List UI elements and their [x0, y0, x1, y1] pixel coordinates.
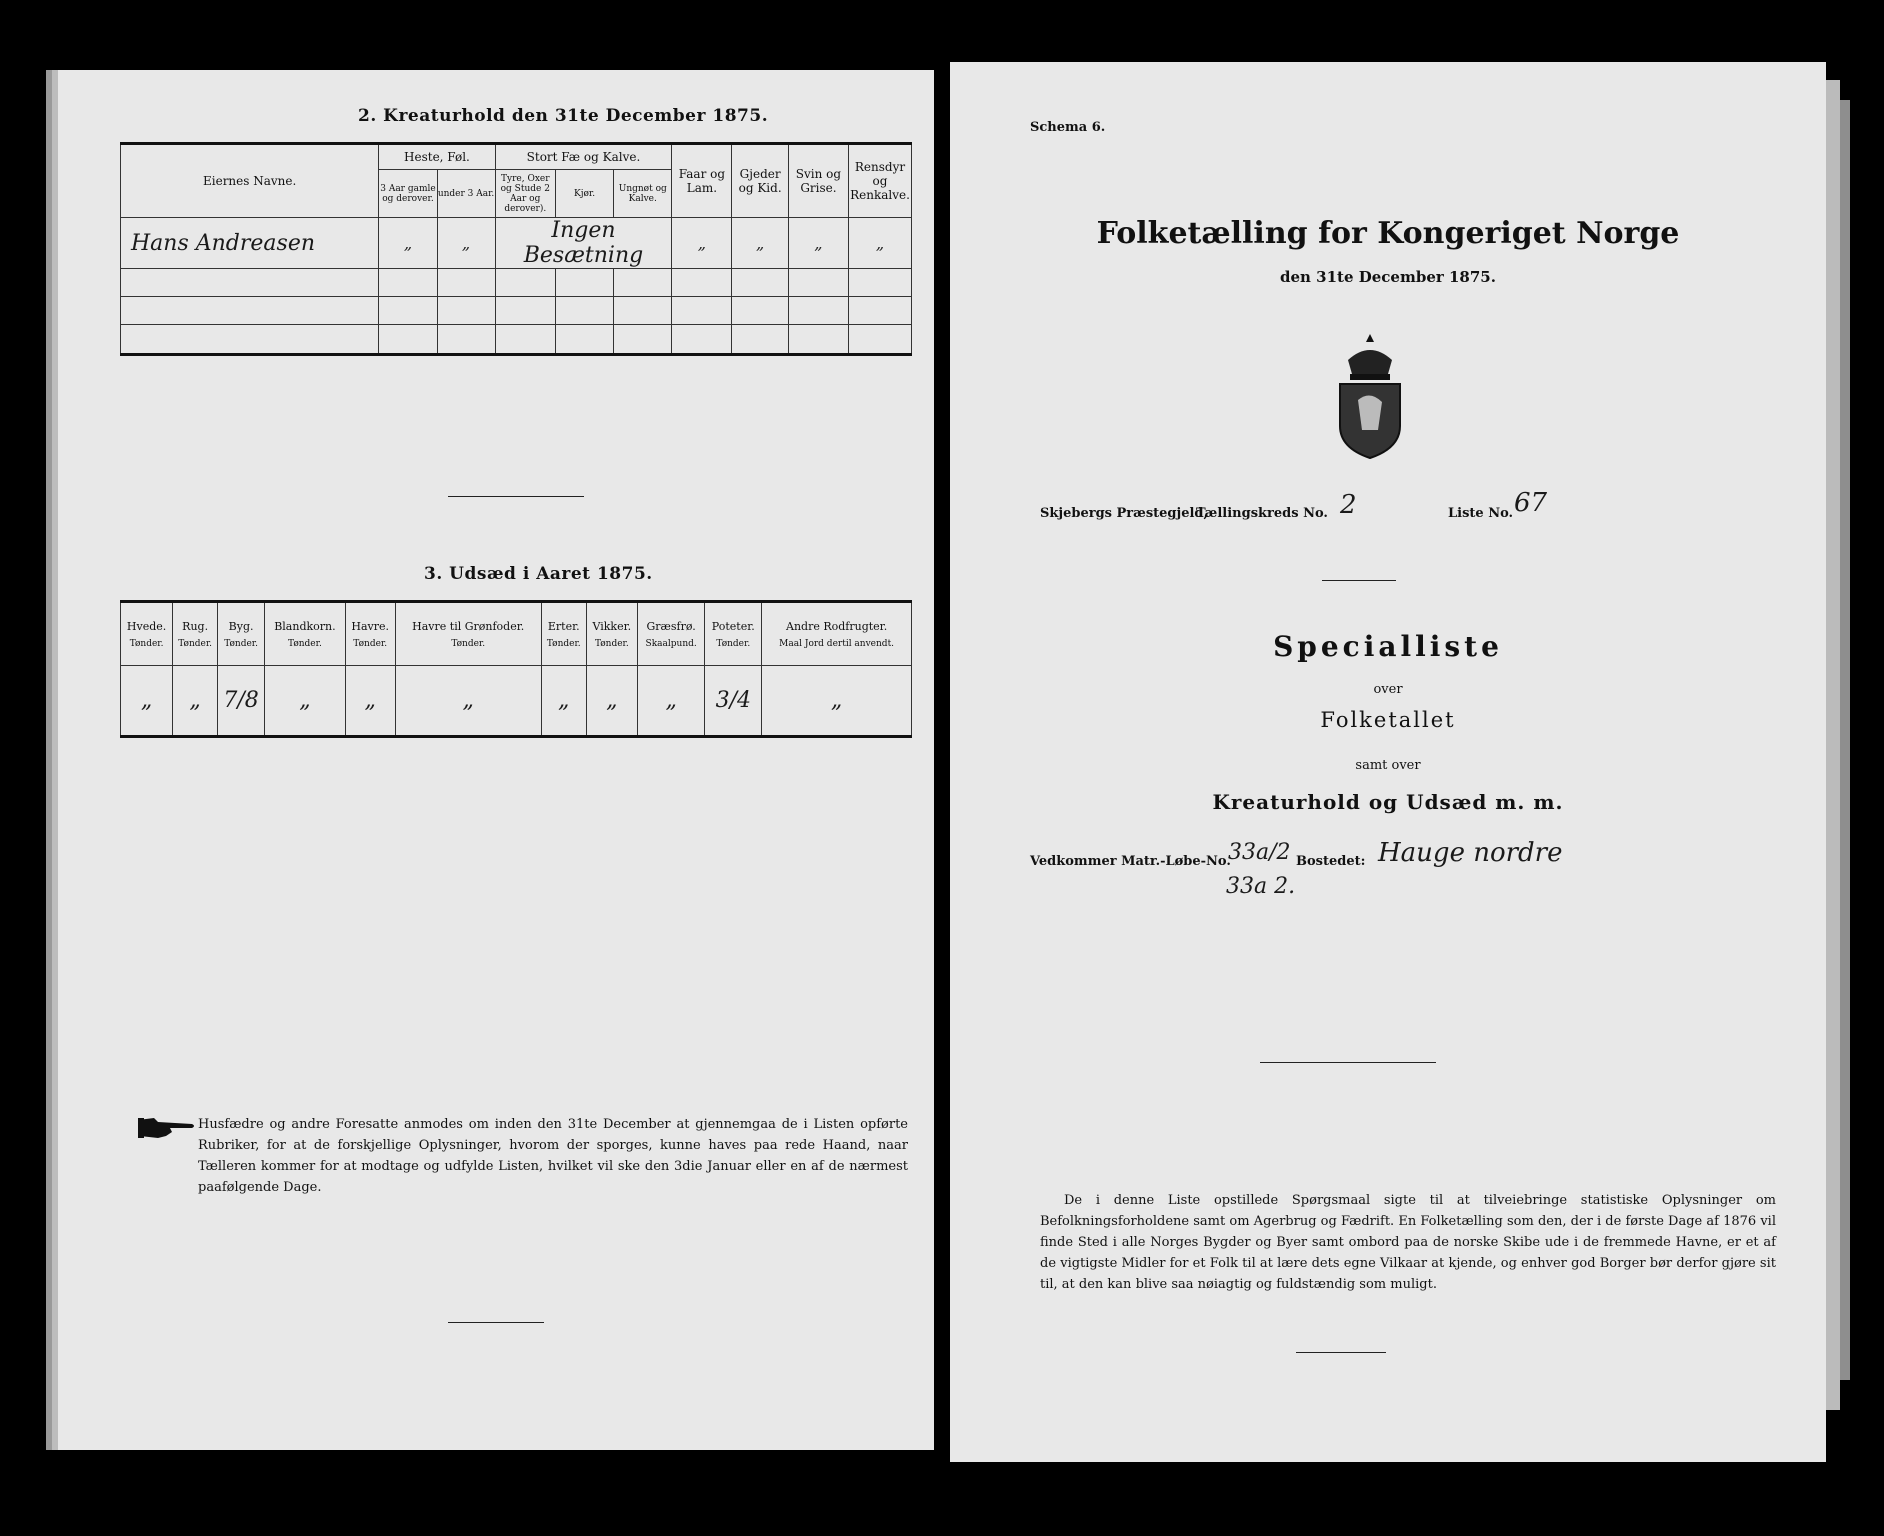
bosted-value: Hauge nordre: [1378, 838, 1563, 868]
livestock-table: [120, 142, 912, 356]
seed-value-cell: [265, 666, 346, 737]
seed-header-unit: Tønder.: [129, 638, 164, 649]
seed-header-name: Græsfrø.: [646, 619, 696, 633]
seed-value-cell: [541, 666, 586, 737]
list-label: Liste No.: [1448, 506, 1514, 521]
divider-right-2: [1260, 1062, 1436, 1063]
seed-header-unit: Tønder.: [353, 638, 388, 649]
horses-b-header: under 3 Aar.: [437, 170, 495, 218]
seed-header-cell: [762, 602, 912, 666]
seed-header-cell: [345, 602, 395, 666]
seed-value: „: [665, 688, 677, 714]
seed-table: [120, 600, 912, 738]
seed-value: „: [558, 688, 570, 714]
district-number: 2: [1340, 490, 1357, 520]
explanation-paragraph: De i denne Liste opstillede Spørgsmaal sigte til at tilveiebringe statistiske Oplysninger om Befolkningsforholdene samt om Agerbrug og Fædrift. En Folketælling som den, der i de første Dage af 1876 vil finde Sted i alle Norges Bygder og Byer samt ombord paa de norske Skibe ude i de fremmede Havne, er et af de vigtigste Midler for et Folk til at lære dets egne Vilkaar at kjende, og enhver god Borger bør derfor gjøre sit til, at den kan blive saa nøiagtig og fuldstændig som muligt.: [1040, 1193, 1776, 1292]
specialliste-heading: Specialliste: [1273, 630, 1503, 663]
divider-bottom-left: [448, 1322, 544, 1323]
seed-header-name: Hvede.: [126, 619, 167, 633]
seed-value-cell: [762, 666, 912, 737]
left-page: [58, 70, 934, 1450]
seed-header-unit: Maal Jord dertil anvendt.: [779, 638, 895, 649]
pigs-header: Svin og Grise.: [788, 144, 848, 218]
schema-label: Schema 6.: [1030, 120, 1106, 135]
seed-header-unit: Tønder.: [178, 638, 212, 649]
page-edge-1: [1826, 80, 1840, 1410]
cattle-value: Ingen Besætning: [523, 218, 644, 268]
pointing-hand-icon: [136, 1114, 196, 1142]
seed-value: „: [299, 688, 311, 714]
sheep-cell: [672, 218, 732, 269]
seed-header-name: Byg.: [228, 619, 254, 633]
matr-label: Vedkommer Matr.-Løbe-No.: [1030, 854, 1231, 869]
horses-b-cell: [437, 218, 495, 269]
seed-header-cell: [586, 602, 637, 666]
section2-title: 2. Kreaturhold den 31te December 1875.: [358, 106, 769, 126]
divider-1: [448, 496, 584, 497]
seed-header-cell: [637, 602, 704, 666]
seed-value-cell: [218, 666, 265, 737]
section3-title: 3. Udsæd i Aaret 1875.: [424, 564, 653, 584]
seed-value-cell: [705, 666, 762, 737]
sheep-value: „: [697, 233, 707, 253]
coat-of-arms-icon: [1328, 330, 1412, 460]
seed-header-name: Havre.: [351, 619, 389, 633]
seed-value-cell: [121, 666, 173, 737]
seed-value-cell: [637, 666, 704, 737]
divider-right-3: [1296, 1352, 1386, 1353]
owner-name: Hans Andreasen: [131, 230, 316, 256]
bosted-label: Bostedet:: [1296, 854, 1366, 869]
seed-header-unit: Tønder.: [451, 638, 486, 649]
seed-value: „: [606, 688, 618, 714]
cattle-header: Stort Fæ og Kalve.: [495, 144, 672, 170]
horses-header: Heste, Føl.: [379, 144, 495, 170]
seed-value-cell: [586, 666, 637, 737]
cattle-cell: [495, 218, 672, 269]
owner-header: Eiernes Navne.: [121, 144, 379, 218]
seed-header-cell: [121, 602, 173, 666]
seed-header-unit: Tønder.: [288, 638, 322, 649]
seed-value-cell: [345, 666, 395, 737]
right-page: [950, 62, 1826, 1462]
kreaturhold-heading: Kreaturhold og Udsæd m. m.: [1212, 790, 1564, 814]
cattle-c-header: Ungnøt og Kalve.: [614, 170, 672, 218]
cattle-a-header: Tyre, Oxer og Stude 2 Aar og derover).: [495, 170, 556, 218]
reindeer-cell: [849, 218, 912, 269]
reindeer-value: „: [875, 233, 885, 253]
seed-header-name: Vikker.: [592, 619, 632, 633]
seed-value-cell: [395, 666, 541, 737]
reindeer-header: Rensdyr og Renkalve.: [849, 144, 912, 218]
sheep-header: Faar og Lam.: [672, 144, 732, 218]
horses-a-value: „: [403, 233, 413, 253]
samt-over-text: samt over: [1355, 758, 1421, 773]
goats-cell: [732, 218, 788, 269]
folketallet-heading: Folketallet: [1320, 708, 1456, 732]
cattle-b-header: Kjør.: [556, 170, 614, 218]
seed-header-unit: Tønder.: [224, 638, 258, 649]
seed-value-cell: [173, 666, 218, 737]
seed-header-name: Havre til Grønfoder.: [412, 619, 525, 633]
seed-header-name: Rug.: [182, 619, 209, 633]
page-edge-2: [1840, 100, 1850, 1380]
owner-name-cell: [121, 218, 379, 269]
seed-value: „: [830, 688, 843, 714]
seed-header-unit: Tønder.: [594, 638, 629, 649]
goats-header: Gjeder og Kid.: [732, 144, 788, 218]
seed-value: „: [364, 688, 376, 714]
seed-header-name: Poteter.: [711, 619, 755, 633]
seed-value: 3/4: [715, 688, 751, 714]
seed-header-cell: [541, 602, 586, 666]
seed-header-unit: Tønder.: [546, 638, 581, 649]
seed-header-cell: [265, 602, 346, 666]
seed-header-name: Erter.: [547, 619, 580, 633]
goats-value: „: [755, 233, 765, 253]
seed-value: „: [189, 688, 201, 714]
divider-right-1: [1322, 580, 1396, 581]
pigs-cell: [788, 218, 848, 269]
seed-value: „: [462, 688, 474, 714]
seed-header-cell: [705, 602, 762, 666]
seed-header-name: Andre Rodfrugter.: [786, 619, 888, 633]
census-title: Folketælling for Kongeriget Norge: [1096, 216, 1680, 251]
seed-header-cell: [395, 602, 541, 666]
seed-header-name: Blandkorn.: [274, 619, 336, 633]
seed-value: 7/8: [223, 688, 259, 714]
seed-header-cell: [173, 602, 218, 666]
pigs-value: „: [814, 233, 823, 253]
seed-value: „: [140, 688, 153, 714]
list-number: 67: [1514, 488, 1548, 518]
seed-header-unit: Tønder.: [716, 638, 751, 649]
horses-a-cell: [379, 218, 437, 269]
parish-label: Skjebergs Præstegjeld,: [1040, 506, 1209, 521]
horses-b-value: „: [461, 233, 471, 253]
notice-paragraph: Husfædre og andre Foresatte anmodes om inden den 31te December at gjennemgaa de i Listen opførte Rubriker, for at de forskjellige Oplysninger, hvorom der sporges, kunne haves paa rede Haand, naar Tælleren kommer for at modtage og udfylde Listen, hvilket vil ske den 3die Januar eller en af de nærmest paafølgende Dage.: [198, 1117, 908, 1195]
seed-header-cell: [218, 602, 265, 666]
matr-value-2: 33a 2.: [1226, 874, 1296, 899]
matr-value: 33a/2: [1228, 840, 1291, 865]
over-text: over: [1373, 682, 1403, 697]
district-label: Tællingskreds No.: [1196, 506, 1328, 521]
horses-a-header: 3 Aar gamle og derover.: [379, 170, 437, 218]
seed-header-unit: Skaalpund.: [645, 638, 697, 649]
census-date: den 31te December 1875.: [1280, 268, 1496, 286]
